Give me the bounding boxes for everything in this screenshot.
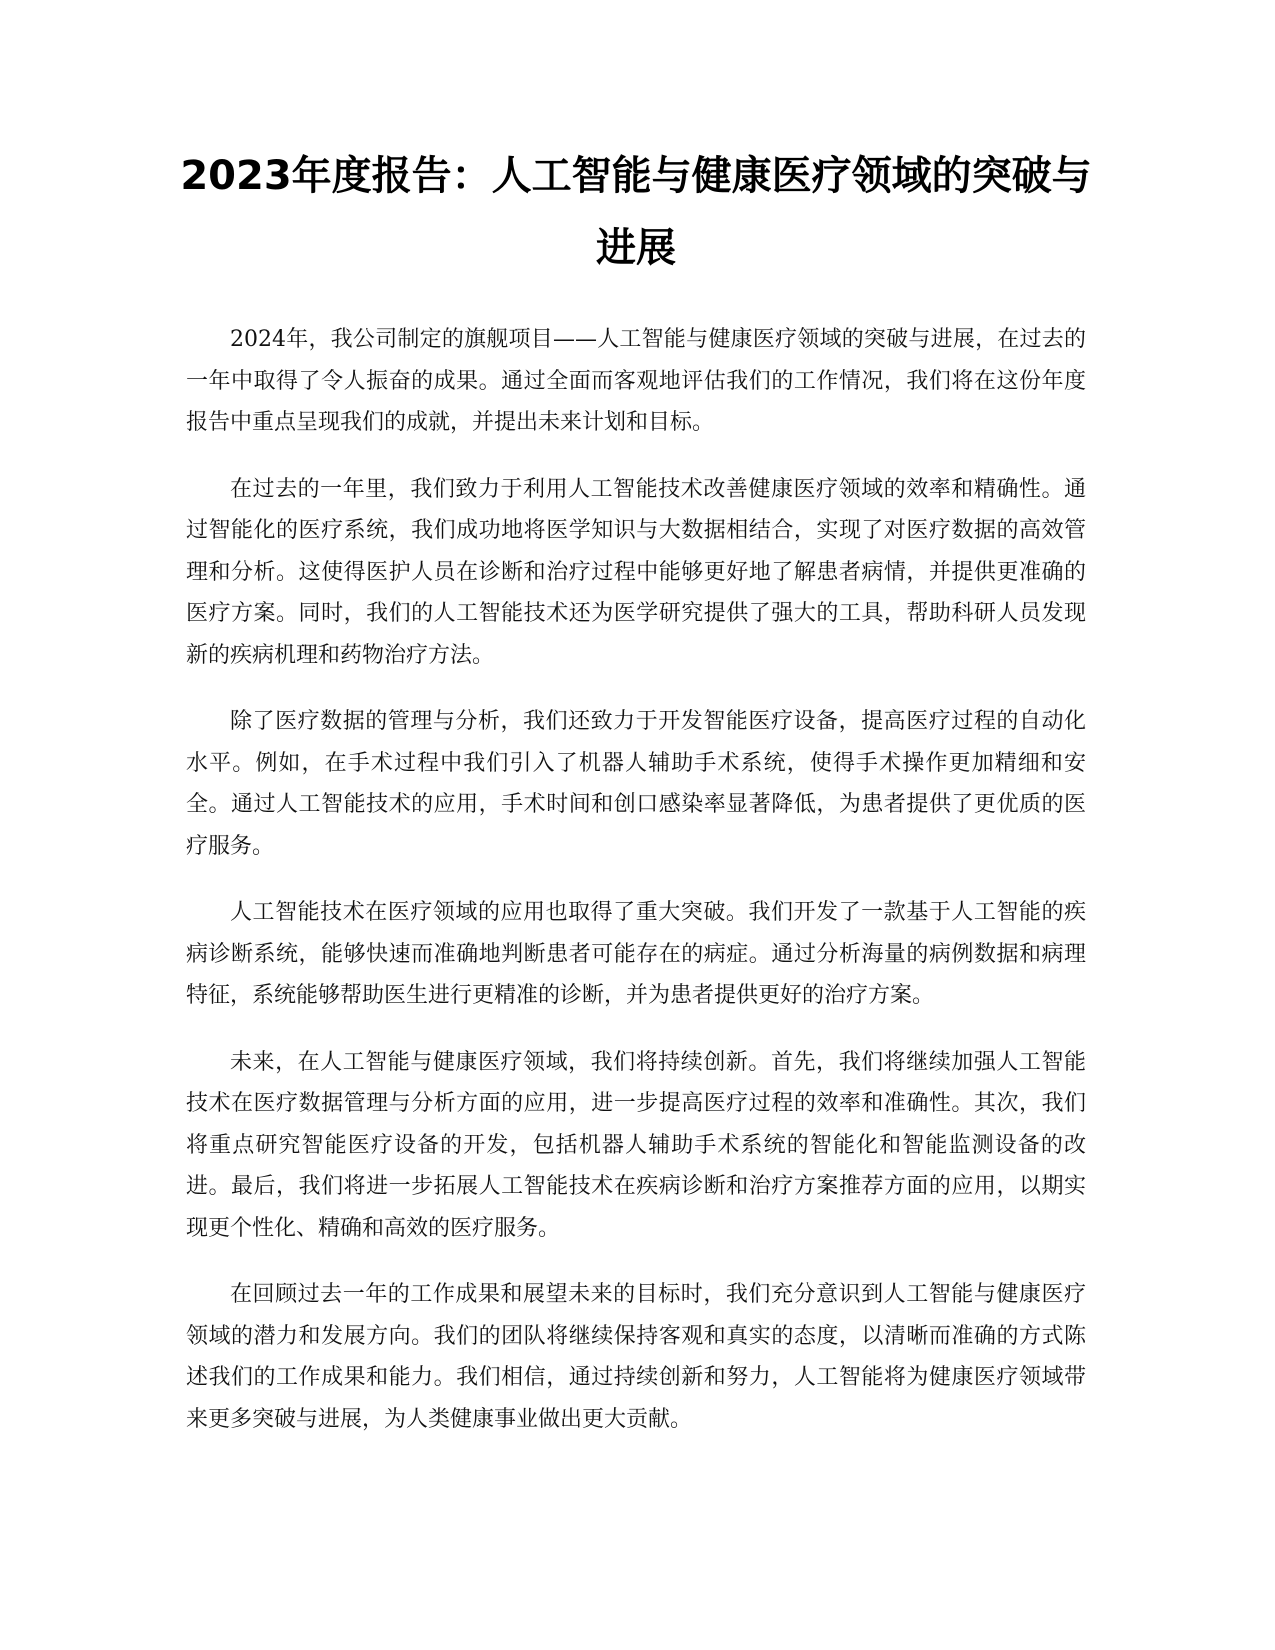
document-title: 2023年度报告：人工智能与健康医疗领域的突破与进展 (180, 153, 1092, 271)
document-body (186, 319, 1086, 1465)
paragraph: 2024年，我公司制定的旗舰项目——人工智能与健康医疗领域的突破与进展，在过去的一年中取得了令人振奋的成果。通过全面而客观地评估我们的工作情况，我们将在这份年度报告中重点呈现我们的成就，并提出未来计划和目标。 (186, 327, 1086, 435)
paragraph: 人工智能技术在医疗领域的应用也取得了重大突破。我们开发了一款基于人工智能的疾病诊断系统，能够快速而准确地判断患者可能存在的病症。通过分析海量的病例数据和病理特征，系统能够帮助医生进行更精准的诊断，并为患者提供更好的治疗方案。 (186, 900, 1086, 1008)
paragraph: 在回顾过去一年的工作成果和展望未来的目标时，我们充分意识到人工智能与健康医疗领域的潜力和发展方向。我们的团队将继续保持客观和真实的态度，以清晰而准确的方式陈述我们的工作成果和能力。我们相信，通过持续创新和努力，人工智能将为健康医疗领域带来更多突破与进展，为人类健康事业做出更大贡献。 (186, 1282, 1086, 1432)
paragraph: 除了医疗数据的管理与分析，我们还致力于开发智能医疗设备，提高医疗过程的自动化水平。例如，在手术过程中我们引入了机器人辅助手术系统，使得手术操作更加精细和安全。通过人工智能技术的应用，手术时间和创口感染率显著降低，为患者提供了更优质的医疗服务。 (186, 709, 1086, 859)
paragraph: 在过去的一年里，我们致力于利用人工智能技术改善健康医疗领域的效率和精确性。通过智能化的医疗系统，我们成功地将医学知识与大数据相结合，实现了对医疗数据的高效管理和分析。这使得医护人员在诊断和治疗过程中能够更好地了解患者病情，并提供更准确的医疗方案。同时，我们的人工智能技术还为医学研究提供了强大的工具，帮助科研人员发现新的疾病机理和药物治疗方法。 (186, 476, 1086, 668)
paragraph: 未来，在人工智能与健康医疗领域，我们将持续创新。首先，我们将继续加强人工智能技术在医疗数据管理与分析方面的应用，进一步提高医疗过程的效率和准确性。其次，我们将重点研究智能医疗设备的开发，包括机器人辅助手术系统的智能化和智能监测设备的改进。最后，我们将进一步拓展人工智能技术在疾病诊断和治疗方案推荐方面的应用，以期实现更个性化、精确和高效的医疗服务。 (186, 1049, 1086, 1241)
